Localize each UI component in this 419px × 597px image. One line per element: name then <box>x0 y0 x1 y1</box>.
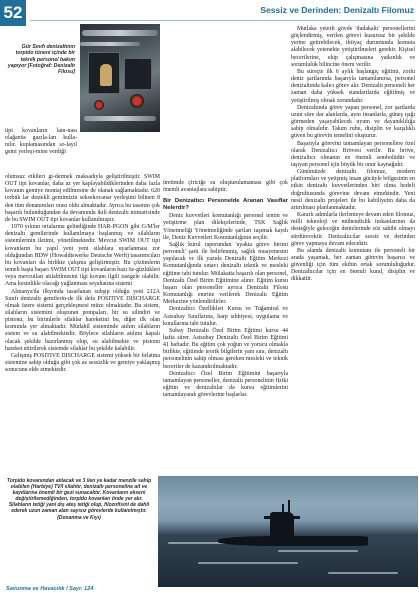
top-photo-caption: Gür Sınıfı denizaltının torpido tüneni içinde bir teknik personel bakım yapıyor [Fotoğraf: Denizaltı Filosu] <box>7 44 75 76</box>
paragraph: Bu alanda denizaltı komutanı ile personeli bir arada yaşamak, her zaman görevin başarısı ve güvenliği için tüm ekibin ortak sorumluluğudur. Denizaltıcılar için en önemli kural, disiplin ve dikkattir. <box>291 247 415 283</box>
header-rule <box>30 20 415 21</box>
paragraph: Denizaltıcı Özel Birim Eğitimini başarıyla tamamlayan personeller, denizaltı personelinin fiziki eğitim ve denizaltılar da kursu eğitimlerini tamamlayarak görevlerine başlarlar. <box>163 370 288 399</box>
left-column-main <box>5 174 160 374</box>
submarine-photo <box>158 476 418 587</box>
paragraph: Günümüzde denizaltı filomuz, modern platformları ve yetişmiş insan gücüyle bölgesinin en etkin denizaltı kuvvetlerinden biri olma hedefi doğrultusunda görevine devam etmektedir. Yeni nesil denizaltı projeleri ile bu kabiliyetin daha da artırılması planlanmaktadır. <box>291 169 415 211</box>
paragraph: Subay Denizaltı Özel Birim Eğitimi kursu 44 hafta sürer. Astsubay Denizaltı Özel Birim Eğitimi 41 haftadır. Bu eğitim çok yoğun ve yorucu olmakla birlikte, eğitimde teorik bilgilerin yanı sıra, denizaltı personelinin sahip olması gereken mesleki ve teknik beceriler de kazandırılmaktadır. <box>163 327 288 370</box>
paragraph: 1970 yılının ortalarına gelindiğinde HAR-PGON gibi G/M'ler denizaltı gemilerinde kullanılmaya başlanmış ve silahların sistemlerinin iletimi, yönetilmektedir. Mevcut SWIM OUT tipi kovanların bu yapıl yeni yeni silahlara uyarlanması zor olduğundan HDW (Howaldtswerke Deutsche Werft) tasarımcıları bu kovanları da birlikte çalışma geliştirmiştir. Bu çözümlerin temeli başta başarı SWIM OUT tipi kovanların bazı öz-güzlükleri veya mevcutları atılabilmesini ilgi kovanı ilgili rastgele olabilir. Ama kesinlikle olacağı yağlanması seyahatına sistemi <box>5 224 160 288</box>
page-footer: Savunma ve Havacılık / Sayı: 124 <box>6 586 94 592</box>
paragraph: tipi kovanların lanı-nası olağanüs gazıla-ları kulla-nılır. kuplamasından so-layıl gemi yerleşi-mine verdiği <box>5 128 77 156</box>
paragraph: Mutlaka yeterli gövde 'dudakaltı' personellerini güçlendirmiş, verilen görevi kusursuz bir şekilde yerine getirebilecek, ihtiyaç durumunda komuta alabilecek yetenekte yetiştirilmeleri gerekir. Kişisel becerilerine, ekip çalışmasına yatkınlık ve sorumluluk bilincine önem verilir. <box>291 26 415 68</box>
paragraph: Deniz kuvvetleri komutanlığı personel temin ve yetiştirme plan dilekçelerinde, TSK Sağlık Yönetmeliği Yönetmeliğinde şartları taşımak kaydı ile, Deniz Kuvvetleri Komutanlığının seçilir. <box>163 213 288 241</box>
submarine-photo-caption: Torpido kovanından atılacak ve 3 ilen ye kadar menzile sahip olabilen (Harbiye) TV/I silahtır, denizaltı personeline ait ve kayıtlarına önemli bir gezi sunacaktır. Kovanların ekseni değiştirilemediğinden, torpido kovanları önde yer alır. Silahların tetiği yani dış ateş tetiği olup, filozofisini de dahil ederek uzun zaman alan sayısız görevlerde kullanılmıştır. (Donanma ve Kıyı) <box>6 478 152 521</box>
paragraph: Sağlık kurul raporundan 'ayakta görev birimi personeli' şartı ile belirlenmiş, sağlık muayenesini yapılacak ve ilk yazıda Denizaltı Eğitim Merkezi Komutanlığında sınavı denizaltı teknik ve mesleki eğitime tabi tutulur. Mülakatta başarılı olan personel, Denizaltı Özel Birim Eğitimine alınır. Eğitim kursu başarı olan personeller ayrıca Denizaltı Filosu Komutanlığı emrine verilerek Denizaltı Eğitim Merkezine yönlendirilirler. <box>163 241 288 306</box>
paragraph: Almanya'da ilkyonda tasarlanan subşip olduğu yeni 212A Sınıfı denizaltı gemilerin-de ilk defa POSITIVE DISCHARGE olmak üzere sistemi gerçekleşmesi müze olmaktadır. Bu sistem, silahların sistemini oluşturan pompaları, bir su silindiri ve pistonu, bu birimlerle silahlar hareketini bu, diğer ilk olan kısmında yer almaktadır. Müdahil sisteminde atılım silahların sistem ve su alabilmektedir. Böylece silahların atılımı kapalı olacak şekilde hazırlanmış olup, su alabilmekte ve pistonu hareket ettirilerek sistemde silahlar bu şekilde kalabilir. <box>5 288 160 352</box>
torpedo-room-photo <box>80 24 160 132</box>
paragraph: Denizaltıcı Özellikleri Kursu ve Tuğamiral ve Astsubay Sınıflarına, harp sıhhiyesi, uygulama ve kurallarına tabi tutulur. <box>163 306 288 327</box>
paragraph: üretimde çiriciğe su oluşturulamaması gibi çok önemli avantajlara sahiptir. <box>163 180 288 194</box>
left-column-top <box>5 128 77 157</box>
paragraph: Kararlı adımlarla ilerlemeye devam eden filomuz, milli teknoloji ve mühendislik imkanlarının da desteğiyle geleceğin denizlerinde söz sahibi olmayı sürdürecektir. Denizaltıcılar sessiz ve derinden görev yapmaya devam edecektir. <box>291 212 415 247</box>
paragraph: Bu süreçte ilk 6 aylık başlangıç eğitimi, zorlu deniz şartlarında başarıyla tamamlanırsa, personel denizaltında kalıcı görev alır. Denizaltı personeli her zaman daha yüksek standartlarda eğitilmiş ve yetiştirilmiş olmak zorundadır. <box>291 68 415 104</box>
paragraph: Gelişmiş POSITIVE DISCHARGE sistemi yüksek bir fırlatma sistemine sahip olduğu gibi çok az sessizlik ve gemiye yaklaşmış sonucunu elde etmektedir. <box>5 352 160 374</box>
section-heading: Bir Denizaltıcı Personelde Aranan Vasıflar Nelerdir? <box>163 198 288 212</box>
right-column <box>291 26 415 284</box>
paragraph: olumsuz etkileri gi-dermek maksadıyla geliştirilmiştir. SWIM OUT tipi kovanlar, daha az yer kaplayabildiklerinden daha fazla kovanın gemiye montaj edilmesine de olanak sağlamaktadır. 620 torbük lar destekli gemimizin seksekovanar yerleşimi bilinen 8 den tüm donanımları orası oldu almaktadır. Ayrıca bu tasarım çok başarılı bulunduğundan da devamında ikili denizaltı mimarisinde de bu SWIM OUT tipi kovanlar kullanılmıştır. <box>5 174 160 223</box>
page-number: 52 <box>0 0 26 26</box>
paragraph: Denizaltında görev yapan personel, zor şartlarda uzun süre dar alanlarda, aynı insanlarla, güneş ışığı görmeden yaşayabilecek uyum ve dayanıklılığa sahip olmalıdır. Takım ruhu, disiplin ve karşılıklı güven bu görevin temelini oluşturur. <box>291 104 415 140</box>
running-head: Sessiz ve Derinden: Denizaltı Filomuz <box>260 5 414 15</box>
middle-column <box>163 180 288 399</box>
paragraph: Başarıyla görevini tamamlayan personellere özel olarak Denizaltıcı Brövesi verilir. Bu bröve, denizaltıcı olmanın en önemli sembolüdür ve taşıyan personel için büyük bir onur kaynağıdır. <box>291 140 415 168</box>
